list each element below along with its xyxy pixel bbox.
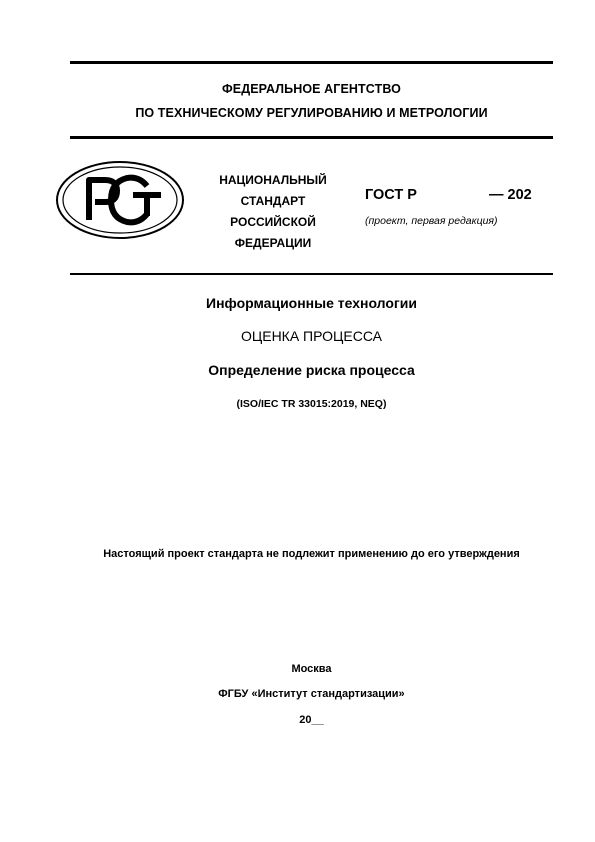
national-standard-line4: ФЕДЕРАЦИИ bbox=[234, 236, 312, 250]
agency-name-line1: ФЕДЕРАЛЬНОЕ АГЕНТСТВО bbox=[222, 82, 401, 96]
document-domain: Информационные технологии bbox=[206, 295, 417, 311]
gost-number: — 202 bbox=[489, 187, 532, 203]
gost-designation: ГОСТ Р bbox=[365, 187, 417, 203]
rst-emblem-icon bbox=[55, 160, 185, 240]
title-divider bbox=[70, 273, 553, 275]
iso-reference: (ISO/IEC TR 33015:2019, NEQ) bbox=[236, 398, 387, 410]
national-standard-line2: СТАНДАРТ bbox=[240, 194, 306, 208]
national-standard-label bbox=[198, 170, 348, 254]
publication-year: 20__ bbox=[299, 714, 324, 726]
top-rule bbox=[70, 61, 553, 64]
edition-note: (проект, первая редакция) bbox=[365, 215, 498, 227]
document-title: ОЦЕНКА ПРОЦЕССА bbox=[240, 328, 382, 344]
agency-name-line2: ПО ТЕХНИЧЕСКОМУ РЕГУЛИРОВАНИЮ И МЕТРОЛОГИИ bbox=[135, 106, 488, 120]
publication-city: Москва bbox=[291, 663, 332, 675]
national-standard-line1: НАЦИОНАЛЬНЫЙ bbox=[219, 173, 327, 187]
publisher-name: ФГБУ «Институт стандартизации» bbox=[218, 688, 405, 700]
draft-notice: Настоящий проект стандарта не подлежит применению до его утверждения bbox=[103, 548, 520, 560]
header-divider bbox=[70, 136, 553, 139]
document-subtitle: Определение риска процесса bbox=[208, 362, 415, 378]
national-standard-line3: РОССИЙСКОЙ bbox=[230, 215, 316, 229]
